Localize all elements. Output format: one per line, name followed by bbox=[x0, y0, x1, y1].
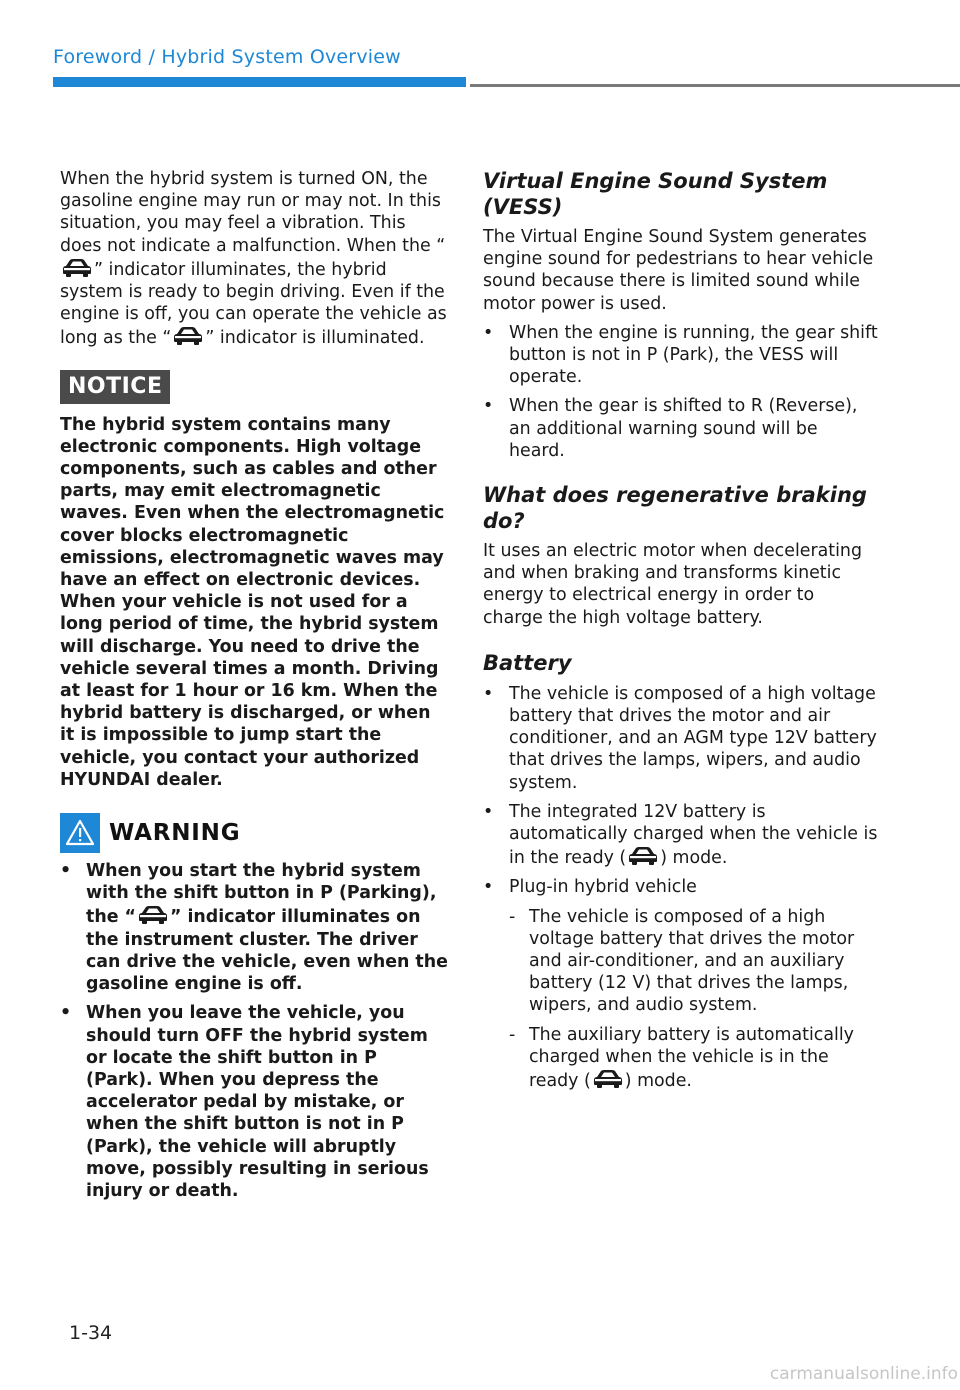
warning-item-2: When you leave the vehicle, you should turn OFF the hybrid system or locate the shift button in P (Park). When you depress the accelerator pedal by mistake, or when the shift button is not in P (Park), the vehicle will abruptly move, possibly resulting in serious injury or death. bbox=[86, 1003, 429, 1201]
warning-list bbox=[60, 860, 448, 1202]
vess-heading: Virtual Engine Sound System (VESS) bbox=[483, 169, 828, 219]
list-item: • When the engine is running, the gear shift button is not in P (Park), the VESS will operate. bbox=[483, 322, 878, 389]
watermark: carmanualsonline.info bbox=[769, 1364, 958, 1384]
list-item bbox=[503, 1024, 878, 1093]
warning-item-1b: ” indicator illuminates on the instrument cluster. The driver can drive the vehicle, even when the gasoline engine is off. bbox=[86, 907, 448, 995]
intro-paragraph bbox=[60, 168, 448, 350]
intro-text-4: ” indicator is illuminated. bbox=[205, 328, 425, 349]
intro-text-2: When the “ bbox=[346, 235, 446, 256]
warning-header bbox=[60, 813, 448, 853]
intro-text-1: When the hybrid system is turned ON, the gasoline engine may run or may not. In this situation, you may feel a vibration. This does not indicate a malfunction. bbox=[60, 169, 441, 256]
battery-heading: Battery bbox=[483, 650, 572, 675]
sub-item-2a: The auxiliary battery is automatically charged when the vehicle is in the ready ( bbox=[529, 1024, 854, 1092]
battery-item-2a: The integrated 12V battery is automatically charged when the vehicle is in the ready ( bbox=[509, 801, 878, 869]
car-ready-icon bbox=[626, 845, 660, 867]
list-item: • The vehicle is composed of a high voltage battery that drives the motor and air conditioner, and an AGM type 12V battery that drives the lamps, wipers, and audio system. bbox=[483, 683, 878, 794]
notice-badge: NOTICE bbox=[60, 370, 170, 404]
vess-text: The Virtual Engine Sound System generates engine sound for pedestrians to hear vehicle sound because there is limited sound while motor power is used. bbox=[483, 227, 874, 314]
car-ready-icon bbox=[591, 1068, 625, 1090]
list-item: - The vehicle is composed of a high voltage battery that drives the motor and air-conditioner, and an auxiliary battery (12 V) that drives the lamps, wipers, and audio system. bbox=[503, 906, 878, 1017]
warning-item-1a: When you start the hybrid system with the shift button in P (Parking), the “ bbox=[86, 861, 437, 928]
car-ready-icon bbox=[60, 257, 94, 279]
regen-text: It uses an electric motor when decelerating and when braking and transforms kinetic energy to electrical energy in order to charge the high voltage battery. bbox=[483, 541, 862, 628]
header-divider-rule bbox=[470, 84, 960, 87]
battery-item-2b: ) mode. bbox=[660, 848, 728, 869]
breadcrumb: Foreword / Hybrid System Overview bbox=[53, 46, 401, 68]
page-number: 1-34 bbox=[69, 1322, 113, 1344]
battery-list bbox=[483, 683, 878, 1092]
warning-title: WARNING bbox=[109, 820, 241, 847]
regen-heading: What does regenerative braking do? bbox=[483, 483, 867, 534]
car-ready-icon bbox=[136, 904, 170, 926]
car-ready-icon bbox=[171, 325, 205, 347]
right-column bbox=[483, 168, 878, 1092]
intro-text-3: ” indicator illuminates, the hybrid system is ready to begin driving. Even if the engine is off, you can operate the vehicle as long as the “ bbox=[60, 259, 447, 349]
notice-text: The hybrid system contains many electronic components. High voltage components, such as cables and other parts, may emit electromagnetic waves. Even when the electromagnetic cover blocks electromagnetic emissions, electromagnetic waves may have an effect on electronic devices. When your vehicle is not used for a long period of time, the hybrid system will discharge. You need to drive the vehicle several times a month. Driving at least for 1 hour or 16 km. When the hybrid battery is discharged, or when it is impossible to jump start the vehicle, you contact your authorized HYUNDAI dealer. bbox=[60, 414, 445, 790]
list-item bbox=[483, 801, 878, 870]
list-item bbox=[60, 1002, 448, 1202]
warning-triangle-icon bbox=[60, 813, 100, 853]
list-item bbox=[60, 860, 448, 995]
list-item: • When the gear is shifted to R (Reverse), an additional warning sound will be heard. bbox=[483, 395, 878, 462]
plugin-sublist bbox=[503, 906, 878, 1093]
left-column bbox=[60, 168, 448, 1202]
list-item bbox=[483, 876, 878, 1092]
battery-item-3: Plug-in hybrid vehicle bbox=[509, 877, 697, 898]
vess-list bbox=[483, 322, 878, 462]
header-accent-rule bbox=[53, 77, 466, 87]
sub-item-2b: ) mode. bbox=[624, 1071, 692, 1092]
